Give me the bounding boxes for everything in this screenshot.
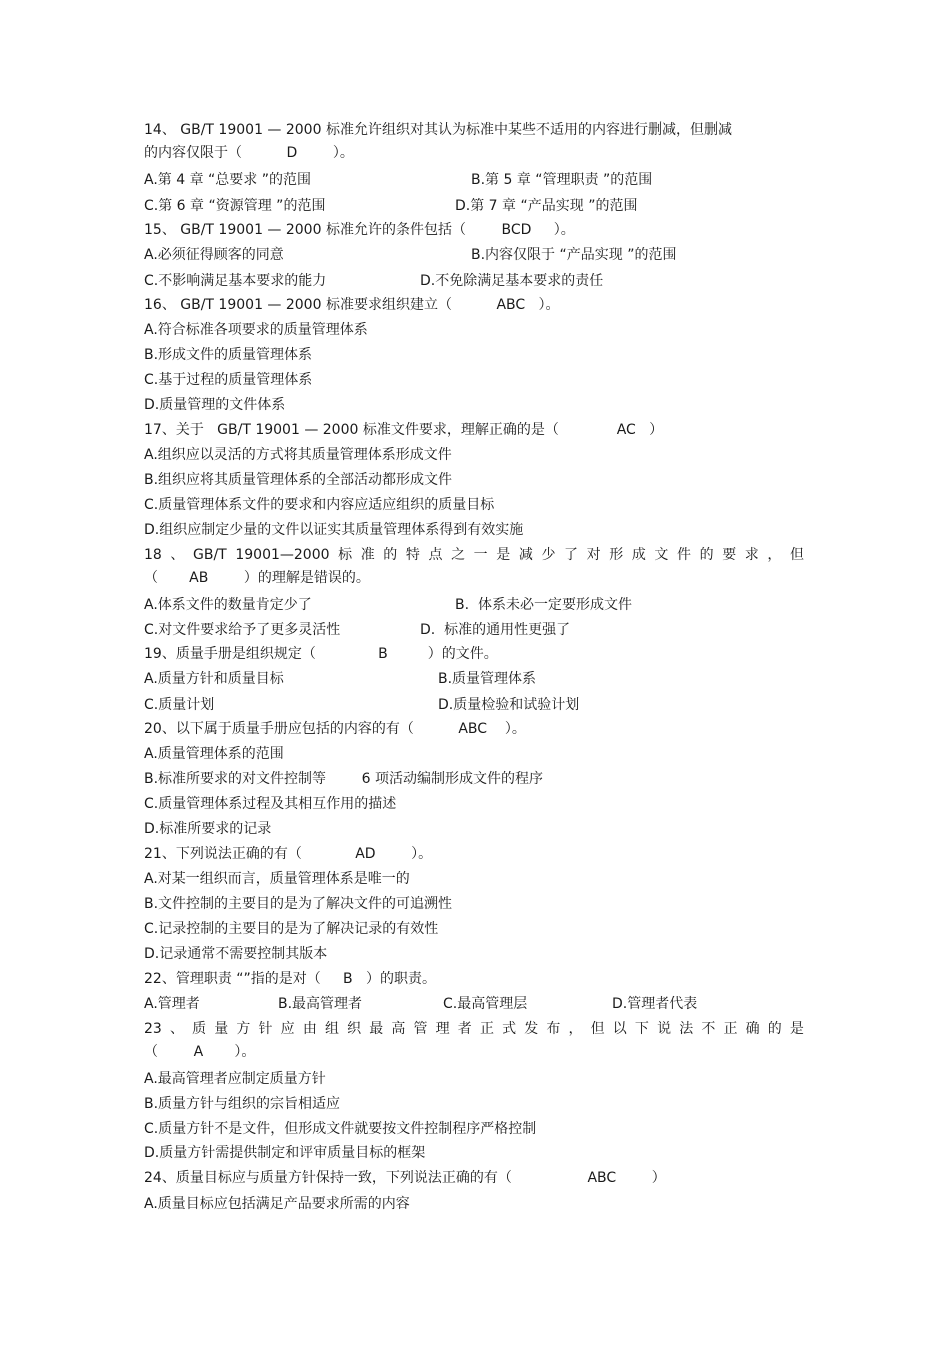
q23-token: 由 bbox=[302, 1021, 317, 1037]
q18-token: ， bbox=[767, 547, 782, 563]
q23-token: 织 bbox=[347, 1021, 362, 1037]
q23-token: 方 bbox=[236, 1021, 251, 1037]
question-21-option-b: B.文件控制的主要目的是为了解决文件的可追溯性 bbox=[144, 896, 453, 912]
question-15-option-b: B.内容仅限于 “产品实现 ”的范围 bbox=[471, 247, 677, 263]
q23-token: 应 bbox=[280, 1021, 295, 1037]
q23-token: 高 bbox=[391, 1021, 406, 1037]
question-23-option-c: C.质量方针不是文件，但形成文件就要按文件控制程序严格控制 bbox=[144, 1121, 537, 1137]
q23-token: 的 bbox=[767, 1021, 782, 1037]
question-15-option-c: C.不影响满足基本要求的能力 bbox=[144, 273, 327, 289]
q23-token: 者 bbox=[457, 1021, 472, 1037]
question-18-option-d: D. 标准的通用性更强了 bbox=[420, 622, 571, 638]
question-18-option-a: A.体系文件的数量肯定少了 bbox=[144, 597, 312, 613]
q23-token: 法 bbox=[679, 1021, 694, 1037]
q18-token: 减 bbox=[518, 547, 533, 563]
question-17-option-d: D.组织应制定少量的文件以证实其质量管理体系得到有效实施 bbox=[144, 522, 524, 538]
question-21-stem: 21、下列说法正确的有（ AD ）。 bbox=[144, 846, 433, 862]
q18-token: 成 bbox=[631, 547, 646, 563]
question-14-option-d: D.第 7 章 “产品实现 ”的范围 bbox=[455, 198, 638, 214]
question-21-option-c: C.记录控制的主要目的是为了解决记录的有效性 bbox=[144, 921, 439, 937]
q18-token: 形 bbox=[609, 547, 624, 563]
question-17-stem: 17、关于 GB/T 19001 — 2000 标准文件要求，理解正确的是（ AC ） bbox=[144, 422, 664, 438]
question-17-option-a: A.组织应以灵活的方式将其质量管理体系形成文件 bbox=[144, 447, 452, 463]
q23-token: 下 bbox=[634, 1021, 649, 1037]
question-21-option-a: A.对某一组织而言，质量管理体系是唯一的 bbox=[144, 871, 410, 887]
q18-token: 之 bbox=[451, 547, 466, 563]
q23-token: 布 bbox=[546, 1021, 561, 1037]
q23-token: 最 bbox=[369, 1021, 384, 1037]
q18-token: 标 bbox=[338, 547, 353, 563]
q18-token: 的 bbox=[383, 547, 398, 563]
question-15-option-d: D.不免除满足基本要求的责任 bbox=[420, 273, 604, 289]
q23-token: 式 bbox=[502, 1021, 517, 1037]
q18-token: 是 bbox=[496, 547, 511, 563]
q23-token: 组 bbox=[324, 1021, 339, 1037]
question-19-option-a: A.质量方针和质量目标 bbox=[144, 671, 284, 687]
q18-token: 文 bbox=[654, 547, 669, 563]
question-20-stem: 20、以下属于质量手册应包括的内容的有（ ABC ）。 bbox=[144, 721, 526, 737]
question-23-option-a: A.最高管理者应制定质量方针 bbox=[144, 1071, 326, 1087]
q18-token: 少 bbox=[541, 547, 556, 563]
q18-token: 点 bbox=[428, 547, 443, 563]
q23-token: 发 bbox=[524, 1021, 539, 1037]
question-17-option-b: B.组织应将其质量管理体系的全部活动都形成文件 bbox=[144, 472, 453, 488]
question-23-stem-line2: （ A ）。 bbox=[144, 1044, 256, 1060]
question-22-option-a: A.管理者 bbox=[144, 996, 200, 1012]
q23-token: 理 bbox=[435, 1021, 450, 1037]
question-21-option-d: D.记录通常不需要控制其版本 bbox=[144, 946, 328, 962]
q18-token: 件 bbox=[677, 547, 692, 563]
question-20-option-c: C.质量管理体系过程及其相互作用的描述 bbox=[144, 796, 397, 812]
question-24-option-a: A.质量目标应包括满足产品要求所需的内容 bbox=[144, 1196, 410, 1212]
q18-token: 一 bbox=[473, 547, 488, 563]
question-18-stem-line1 bbox=[144, 546, 804, 564]
question-16-stem: 16、 GB/T 19001 — 2000 标准要求组织建立（ ABC ）。 bbox=[144, 297, 560, 313]
question-18-option-c: C.对文件要求给予了更多灵活性 bbox=[144, 622, 341, 638]
q23-token: 是 bbox=[789, 1021, 804, 1037]
question-22-option-b: B.最高管理者 bbox=[278, 996, 363, 1012]
question-16-option-b: B.形成文件的质量管理体系 bbox=[144, 347, 313, 363]
question-17-option-c: C.质量管理体系文件的要求和内容应适应组织的质量目标 bbox=[144, 497, 495, 513]
q23-token: ， bbox=[568, 1021, 583, 1037]
question-18-option-b: B. 体系未必一定要形成文件 bbox=[455, 597, 632, 613]
q18-token: 但 bbox=[789, 547, 804, 563]
question-15-stem: 15、 GB/T 19001 — 2000 标准允许的条件包括（ BCD ）。 bbox=[144, 222, 575, 238]
q23-token: 以 bbox=[612, 1021, 627, 1037]
q18-token: 要 bbox=[722, 547, 737, 563]
question-16-option-c: C.基于过程的质量管理体系 bbox=[144, 372, 313, 388]
q23-token: 23 bbox=[144, 1021, 162, 1037]
question-14-stem-line1: 14、 GB/T 19001 — 2000 标准允许组织对其认为标准中某些不适用的内容进行删减，但删减 bbox=[144, 122, 732, 138]
question-19-option-c: C.质量计划 bbox=[144, 697, 215, 713]
question-14-option-c: C.第 6 章 “资源管理 ”的范围 bbox=[144, 198, 326, 214]
question-24-stem: 24、质量目标应与质量方针保持一致，下列说法正确的有（ ABC ） bbox=[144, 1170, 666, 1186]
question-16-option-d: D.质量管理的文件体系 bbox=[144, 397, 286, 413]
question-16-option-a: A.符合标准各项要求的质量管理体系 bbox=[144, 322, 368, 338]
q18-token: 准 bbox=[360, 547, 375, 563]
question-23-option-b: B.质量方针与组织的宗旨相适应 bbox=[144, 1096, 341, 1112]
q23-token: 、 bbox=[169, 1021, 184, 1037]
question-20-option-d: D.标准所要求的记录 bbox=[144, 821, 272, 837]
q23-token: 针 bbox=[258, 1021, 273, 1037]
q23-token: 量 bbox=[214, 1021, 229, 1037]
question-19-stem: 19、质量手册是组织规定（ B ）的文件。 bbox=[144, 646, 498, 662]
question-22-option-c: C.最高管理层 bbox=[443, 996, 528, 1012]
q23-token: 但 bbox=[590, 1021, 605, 1037]
q18-token: 的 bbox=[699, 547, 714, 563]
q18-token: 18 bbox=[144, 547, 162, 563]
question-22-option-d: D.管理者代表 bbox=[612, 996, 698, 1012]
question-20-option-b: B.标准所要求的对文件控制等 6 项活动编制形成文件的程序 bbox=[144, 771, 544, 787]
q18-token: 了 bbox=[564, 547, 579, 563]
q23-token: 管 bbox=[413, 1021, 428, 1037]
q18-token: 求 bbox=[744, 547, 759, 563]
q23-token: 质 bbox=[192, 1021, 207, 1037]
question-23-option-d: D.质量方针需提供制定和评审质量目标的框架 bbox=[144, 1145, 426, 1161]
q18-token: 对 bbox=[586, 547, 601, 563]
question-14-option-b: B.第 5 章 “管理职责 ”的范围 bbox=[471, 172, 653, 188]
question-22-stem: 22、管理职责 “”指的是对（ B ）的职责。 bbox=[144, 971, 436, 987]
question-23-stem-line1 bbox=[144, 1020, 804, 1038]
question-20-option-a: A.质量管理体系的范围 bbox=[144, 746, 284, 762]
q18-token: 特 bbox=[405, 547, 420, 563]
question-14-stem-line2: 的内容仅限于（ D ）。 bbox=[144, 145, 354, 161]
question-19-option-d: D.质量检验和试验计划 bbox=[438, 697, 580, 713]
q23-token: 确 bbox=[745, 1021, 760, 1037]
question-15-option-a: A.必须征得顾客的同意 bbox=[144, 247, 284, 263]
question-18-stem-line2: （ AB ）的理解是错误的。 bbox=[144, 570, 370, 586]
q23-token: 不 bbox=[701, 1021, 716, 1037]
q18-token: 、 bbox=[170, 547, 185, 563]
q18-token: GB/T bbox=[193, 547, 227, 563]
q18-token: 19001—2000 bbox=[235, 547, 330, 563]
question-19-option-b: B.质量管理体系 bbox=[438, 671, 537, 687]
q23-token: 正 bbox=[479, 1021, 494, 1037]
q23-token: 正 bbox=[723, 1021, 738, 1037]
q23-token: 说 bbox=[657, 1021, 672, 1037]
question-14-option-a: A.第 4 章 “总要求 ”的范围 bbox=[144, 172, 311, 188]
